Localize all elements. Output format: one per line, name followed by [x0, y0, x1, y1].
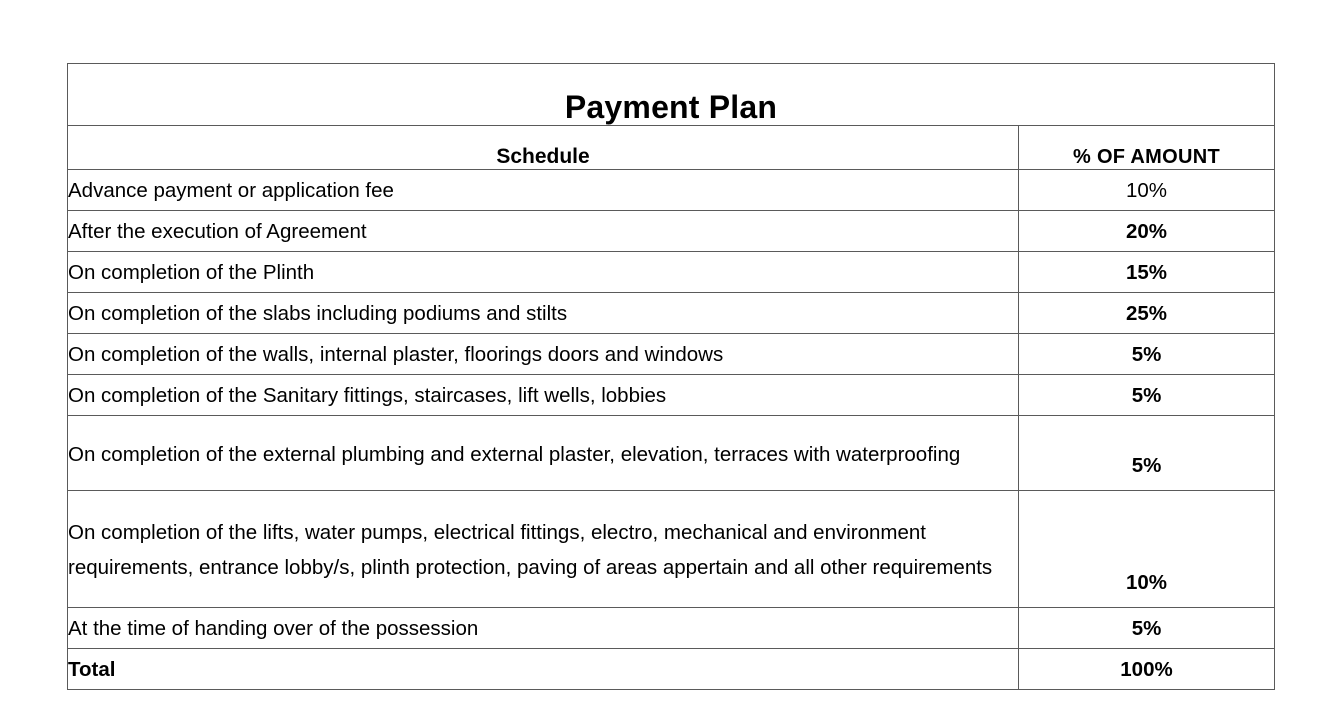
schedule-cell: Advance payment or application fee	[68, 170, 1019, 211]
amount-cell: 5%	[1019, 375, 1275, 416]
table-row	[68, 252, 1275, 293]
total-amount: 100%	[1019, 649, 1275, 690]
payment-plan-table-container	[67, 63, 1274, 690]
schedule-cell: On completion of the Plinth	[68, 252, 1019, 293]
table-header-row	[68, 126, 1275, 170]
amount-cell: 10%	[1019, 170, 1275, 211]
table-row	[68, 211, 1275, 252]
amount-cell: 15%	[1019, 252, 1275, 293]
table-row	[68, 416, 1275, 491]
table-row	[68, 375, 1275, 416]
schedule-cell: On completion of the slabs including podiums and stilts	[68, 293, 1019, 334]
page-title: Payment Plan	[68, 64, 1275, 126]
amount-cell: 5%	[1019, 416, 1275, 491]
schedule-cell: On completion of the lifts, water pumps, electrical fittings, electro, mechanical and environment requirements, entrance lobby/s, plinth protection, paving of areas appertain and all other requirements	[68, 491, 1019, 608]
table-title-row	[68, 64, 1275, 126]
table-row	[68, 334, 1275, 375]
schedule-cell: At the time of handing over of the possession	[68, 608, 1019, 649]
table-row	[68, 293, 1275, 334]
schedule-cell: After the execution of Agreement	[68, 211, 1019, 252]
amount-cell: 5%	[1019, 334, 1275, 375]
schedule-cell: On completion of the Sanitary fittings, staircases, lift wells, lobbies	[68, 375, 1019, 416]
payment-plan-table	[67, 63, 1275, 690]
column-header-amount: % OF AMOUNT	[1019, 126, 1275, 170]
amount-cell: 5%	[1019, 608, 1275, 649]
column-header-schedule: Schedule	[68, 126, 1019, 170]
table-row	[68, 491, 1275, 608]
schedule-cell: On completion of the external plumbing and external plaster, elevation, terraces with waterproofing	[68, 416, 1019, 491]
amount-cell: 10%	[1019, 491, 1275, 608]
payment-plan-table-body	[68, 64, 1275, 690]
table-total-row	[68, 649, 1275, 690]
table-row	[68, 608, 1275, 649]
table-row	[68, 170, 1275, 211]
total-label: Total	[68, 649, 1019, 690]
schedule-cell: On completion of the walls, internal plaster, floorings doors and windows	[68, 334, 1019, 375]
amount-cell: 20%	[1019, 211, 1275, 252]
amount-cell: 25%	[1019, 293, 1275, 334]
